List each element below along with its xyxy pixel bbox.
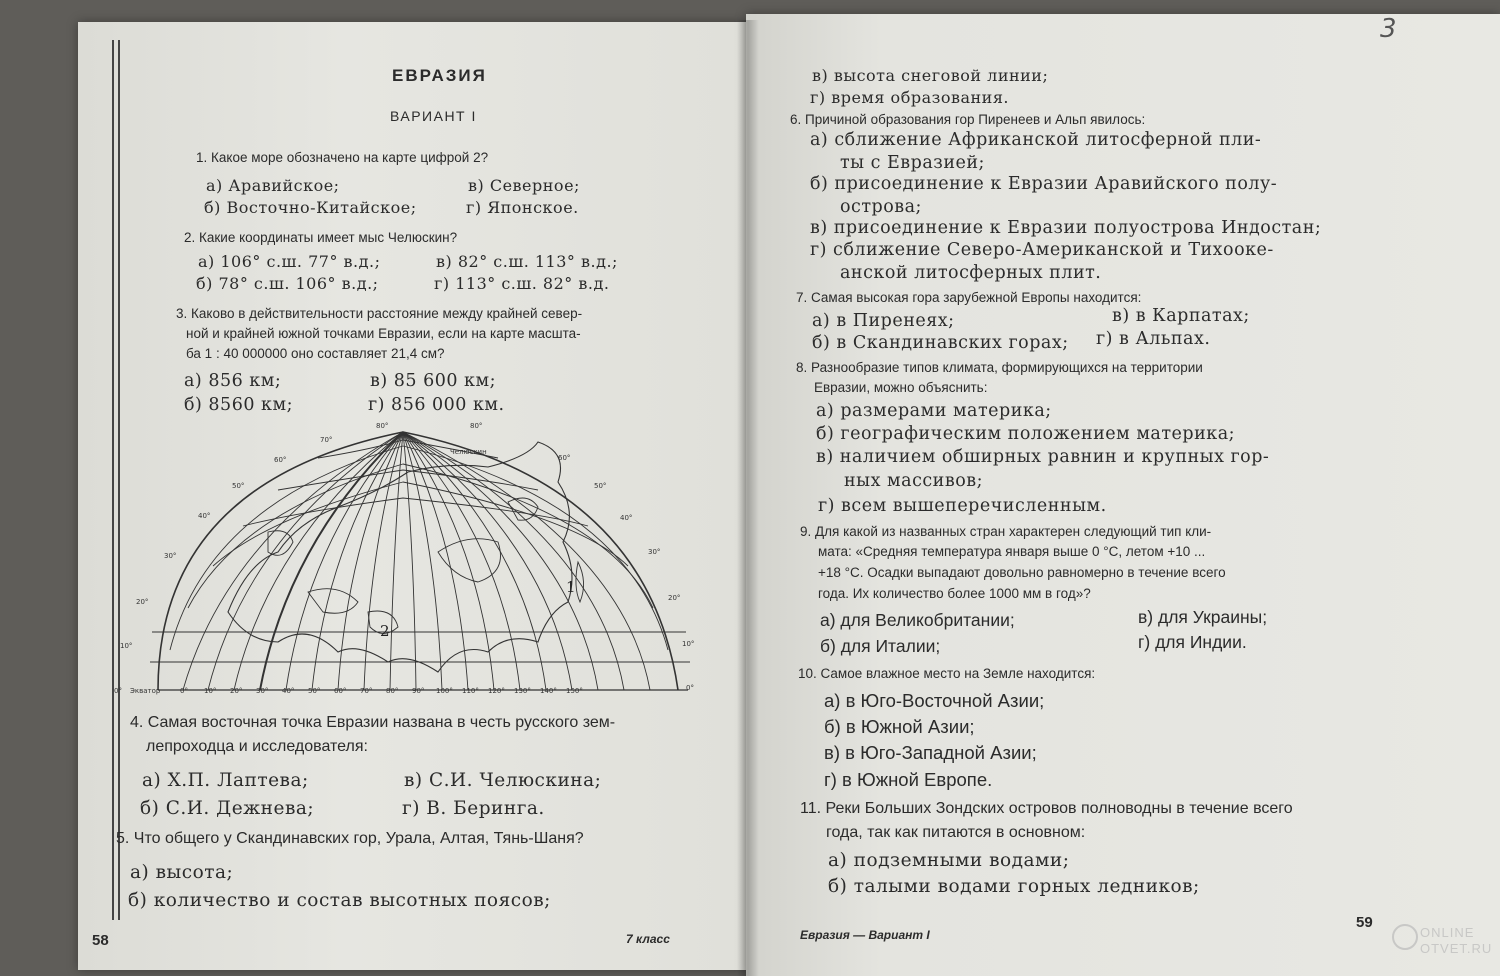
- question-5: 5. Что общего у Скандинавских гор, Урала, Алтая, Тянь-Шаня?: [116, 830, 584, 847]
- lon-label-50: 50°: [308, 687, 321, 695]
- lon-label-60: 60°: [334, 687, 347, 695]
- q1-answer-a: а) Аравийское;: [206, 176, 340, 195]
- lon-label-120: 120°: [488, 687, 505, 695]
- question-11-line-1: 11. Реки Больших Зондских островов полноводны в течение всего: [800, 800, 1293, 817]
- question-10: 10. Самое влажное место на Земле находится:: [798, 666, 1096, 681]
- q6-answer-b-line-2: острова;: [840, 197, 922, 217]
- q6-answer-a-line-2: ты с Евразией;: [840, 153, 985, 173]
- question-7: 7. Самая высокая гора зарубежной Европы находится:: [796, 290, 1142, 305]
- q8-answer-b: б) географическим положением материка;: [816, 424, 1236, 444]
- question-3-line-3: ба 1 : 40 000000 оно составляет 21,4 см?: [186, 346, 445, 361]
- question-8-line-2: Евразии, можно объяснить:: [814, 380, 988, 395]
- q11-answer-b: б) талыми водами горных ледников;: [828, 876, 1200, 897]
- q1-answer-b: б) Восточно-Китайское;: [204, 198, 417, 217]
- q1-answer-g: г) Японское.: [466, 198, 579, 217]
- q2-answer-g: г) 113° с.ш. 82° в.д.: [434, 274, 610, 293]
- q11-answer-a: а) подземными водами;: [828, 850, 1070, 871]
- lon-label-20: 20°: [230, 687, 243, 695]
- page-number-left: 58: [92, 932, 109, 949]
- q6-answer-b-line-1: б) присоединение к Евразии Аравийского полу-: [810, 174, 1278, 194]
- eurasia-map: [108, 412, 708, 702]
- lon-label-30: 30°: [256, 687, 269, 695]
- lon-label-80: 80°: [386, 687, 399, 695]
- q3-answer-g: г) 856 000 км.: [368, 395, 505, 415]
- lon-label-10: 10°: [204, 687, 217, 695]
- q3-answer-b: б) 8560 км;: [184, 395, 293, 415]
- q9-answer-a: а) для Великобритании;: [820, 610, 1015, 630]
- q3-answer-a: а) 856 км;: [184, 371, 282, 391]
- q9-answer-b: б) для Италии;: [820, 636, 941, 656]
- lon-label-0: 0°: [180, 687, 188, 695]
- q2-answer-v: в) 82° с.ш. 113° в.д.;: [436, 252, 618, 271]
- lat-label-20-left: 20°: [136, 598, 149, 606]
- lon-label-70: 70°: [360, 687, 373, 695]
- q7-answer-v: в) в Карпатах;: [1112, 306, 1250, 326]
- lat-label-60-left: 60°: [274, 456, 287, 464]
- q8-answer-a: а) размерами материка;: [816, 401, 1052, 421]
- q9-answer-v: в) для Украины;: [1138, 607, 1268, 627]
- question-3-line-2: ной и крайней южной точками Евразии, если на карте масшта-: [186, 326, 581, 341]
- watermark-line-1: ONLINE: [1420, 925, 1475, 940]
- q8-answer-v-line-1: в) наличием обширных равнин и крупных гор-: [816, 447, 1270, 467]
- question-1: 1. Какое море обозначено на карте цифрой 2?: [196, 150, 489, 165]
- q7-answer-g: г) в Альпах.: [1096, 329, 1211, 349]
- q4-answer-b: б) С.И. Дежнева;: [140, 798, 315, 819]
- question-9-line-1: 9. Для какой из названных стран характерен следующий тип кли-: [800, 524, 1212, 539]
- q2-answer-b: б) 78° с.ш. 106° в.д.;: [196, 274, 379, 293]
- q10-answer-a: а) в Юго-Восточной Азии;: [824, 690, 1045, 711]
- variant-title: ВАРИАНТ I: [390, 108, 477, 124]
- q6-answer-g-line-1: г) сближение Северо-Американской и Тихооке-: [810, 240, 1274, 260]
- q6-answer-v: в) присоединение к Евразии полуострова Индостан;: [810, 218, 1322, 238]
- q4-answer-a: а) Х.П. Лаптева;: [142, 770, 309, 791]
- lat-label-0-right: 0°: [686, 684, 694, 692]
- page-title: ЕВРАЗИЯ: [392, 66, 487, 85]
- lat-label-20-right: 20°: [668, 594, 681, 602]
- equator-label: Экватор: [130, 687, 161, 695]
- question-4-line-2: лепроходца и исследователя:: [146, 738, 368, 755]
- q7-answer-a: а) в Пиренеях;: [812, 311, 955, 331]
- lat-label-50-right: 50°: [594, 482, 607, 490]
- lat-label-60-right: 60°: [558, 454, 571, 462]
- q5-answer-a: а) высота;: [130, 862, 234, 883]
- q5-answer-v: в) высота снеговой линии;: [812, 66, 1049, 85]
- q7-answer-b: б) в Скандинавских горах;: [812, 333, 1069, 353]
- lat-label-30-left: 30°: [164, 552, 177, 560]
- question-4-line-1: 4. Самая восточная точка Евразии названа в честь русского зем-: [130, 714, 616, 731]
- question-8-line-1: 8. Разнообразие типов климата, формирующихся на территории: [796, 360, 1203, 375]
- q8-answer-v-line-2: ных массивов;: [844, 471, 983, 491]
- footer-left: 7 класс: [626, 932, 670, 946]
- q8-answer-g: г) всем вышеперечисленным.: [818, 496, 1107, 516]
- q4-answer-g: г) В. Беринга.: [402, 798, 545, 819]
- question-2: 2. Какие координаты имеет мыс Челюскин?: [184, 230, 458, 245]
- q5-answer-g: г) время образования.: [810, 88, 1010, 107]
- lat-label-10-left: 10°: [120, 642, 133, 650]
- q3-answer-v: в) 85 600 км;: [370, 371, 496, 391]
- question-9-line-2: мата: «Средняя температура января выше 0 °С, летом +10 ...: [818, 544, 1206, 559]
- lon-label-40: 40°: [282, 687, 295, 695]
- book-gutter: [737, 20, 759, 976]
- q6-answer-g-line-2: анской литосферных плит.: [840, 263, 1102, 283]
- lat-label-30-right: 30°: [648, 548, 661, 556]
- q10-answer-v: в) в Юго-Западной Азии;: [824, 742, 1037, 763]
- question-3-line-1: 3. Каково в действительности расстояние между крайней север-: [176, 306, 583, 321]
- lat-label-70-left: 70°: [320, 436, 333, 444]
- question-11-line-2: года, так как питаются в основном:: [826, 824, 1086, 841]
- lon-label-130: 130°: [514, 687, 531, 695]
- lon-label-150: 150°: [566, 687, 583, 695]
- page-number-right: 59: [1356, 914, 1373, 931]
- lon-label-90: 90°: [412, 687, 425, 695]
- lat-label-80-right: 80°: [470, 422, 483, 430]
- lon-label-110: 110°: [462, 687, 479, 695]
- map-marker-1: 1: [566, 578, 576, 596]
- lon-label-140: 140°: [540, 687, 557, 695]
- q10-answer-g: г) в Южной Европе.: [824, 769, 993, 790]
- cape-label: Челюскин: [450, 448, 487, 456]
- q9-answer-g: г) для Индии.: [1138, 632, 1247, 652]
- handwritten-mark: 3: [1380, 14, 1397, 44]
- q1-answer-v: в) Северное;: [468, 176, 580, 195]
- lon-label-100: 100°: [436, 687, 453, 695]
- lat-label-40-left: 40°: [198, 512, 211, 520]
- q10-answer-b: б) в Южной Азии;: [824, 716, 975, 737]
- q4-answer-v: в) С.И. Челюскина;: [404, 770, 602, 791]
- lat-label-80-left: 80°: [376, 422, 389, 430]
- watermark-line-2: OTVET.RU: [1420, 941, 1493, 956]
- q2-answer-a: а) 106° с.ш. 77° в.д.;: [198, 252, 381, 271]
- lat-label-50-left: 50°: [232, 482, 245, 490]
- question-9-line-4: года. Их количество более 1000 мм в год»?: [818, 586, 1091, 601]
- question-6: 6. Причиной образования гор Пиренеев и Альп явилось:: [790, 112, 1146, 127]
- q6-answer-a-line-1: а) сближение Африканской литосферной пли-: [810, 130, 1262, 150]
- lat-label-40-right: 40°: [620, 514, 633, 522]
- map-marker-2: 2: [380, 622, 390, 640]
- lat-label-0-left: 0°: [114, 687, 122, 695]
- footer-right: Евразия — Вариант I: [800, 928, 930, 942]
- lat-label-10-right: 10°: [682, 640, 695, 648]
- q5-answer-b: б) количество и состав высотных поясов;: [128, 890, 551, 911]
- lightbulb-icon: [1392, 924, 1418, 950]
- question-9-line-3: +18 °С. Осадки выпадают довольно равномерно в течение всего: [818, 565, 1226, 580]
